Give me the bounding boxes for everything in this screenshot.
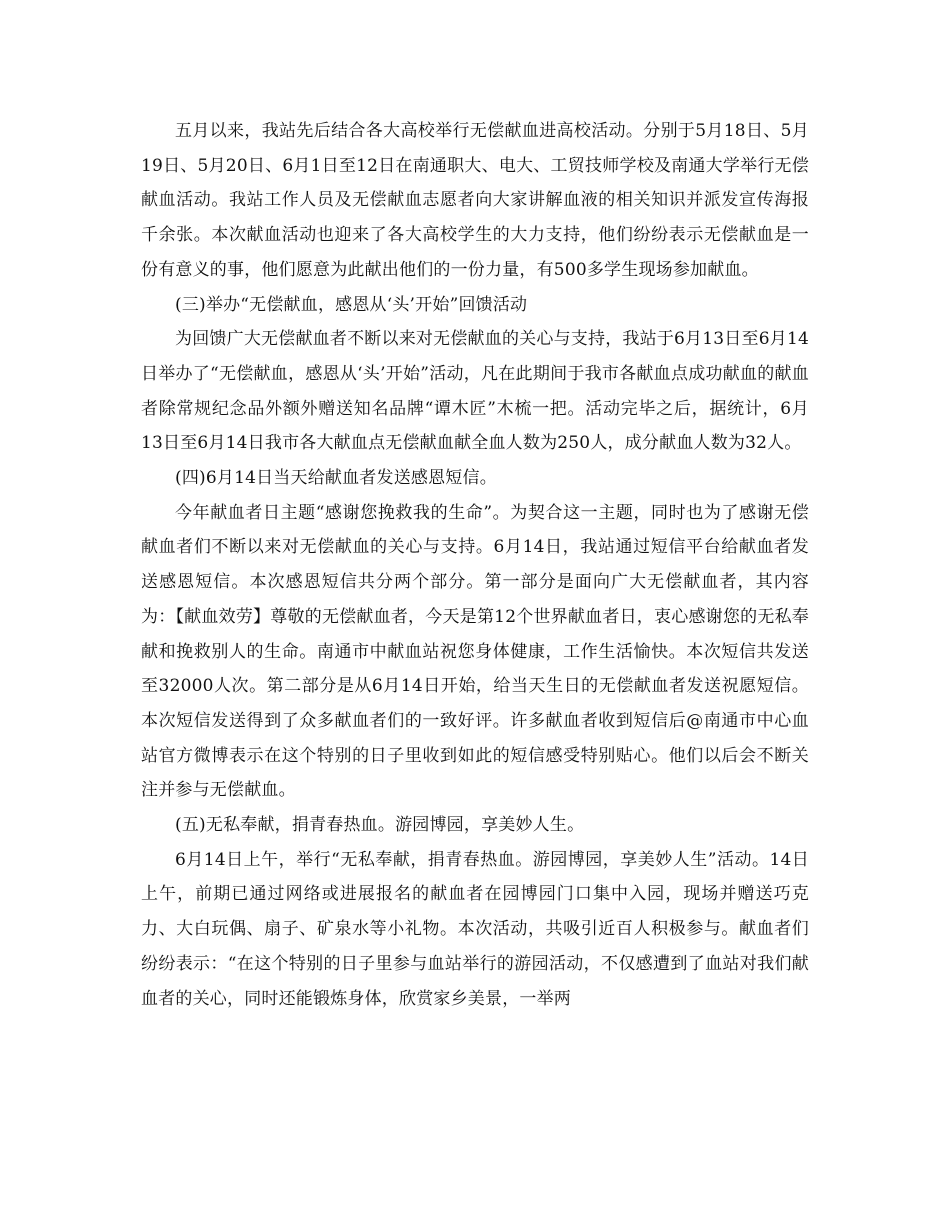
paragraph-sms-campaign: 今年献血者日主题“感谢您挽救我的生命”。为契合这一主题，同时也为了感谢无偿献血者们不断以来对无偿献血的关心与支持。6月14日，我站通过短信平台给献血者发送感恩短信。本次感恩短信共分两个部分。第一部分是面向广大无偿献血者，其内容为：【献血效劳】尊敬的无偿献血者，今天是第12个世界献血者日，衷心感谢您的无私奉献和挽救别人的生命。南通市中献血站祝您身体健康，工作生活愉快。本次短信共发送至32000人次。第二部分是从6月14日开始，给当天生日的无偿献血者发送祝愿短信。本次短信发送得到了众多献血者们的一致好评。许多献血者收到短信后@南通市中心血站官方微博表示在这个特别的日子里收到如此的短信感受特别贴心。他们以后会不断关注并参与无偿献血。 (141, 502, 809, 801)
document-body (141, 114, 809, 1016)
paragraph-gratitude-event: 为回馈广大无偿献血者不断以来对无偿献血的关心与支持，我站于6月13日至6月14日举办了“无偿献血，感恩从‘头’开始”活动，凡在此期间于我市各献血点成功献血的献血者除常规纪念品外额外赠送知名品牌“谭木匠”木梳一把。活动完毕之后，据统计，6月13日至6月14日我市各大献血点无偿献血献全血人数为250人，成分献血人数为32人。 (141, 329, 809, 454)
section-heading-3: (三)举办“无偿献血，感恩从‘头’开始”回馈活动 (175, 294, 528, 315)
section-heading-5: (五)无私奉献，捐青春热血。游园博园，享美妙人生。 (175, 815, 585, 836)
paragraph-garden-event: 6月14日上午，举行“无私奉献，捐青春热血。游园博园，享美妙人生”活动。14日上午，前期已通过网络或进展报名的献血者在园博园门口集中入园，现场并赠送巧克力、大白玩偶、扇子、矿泉水等小礼物。本次活动，共吸引近百人积极参与。献血者们纷纷表示：“在这个特别的日子里参与血站举行的游园活动，不仅感遭到了血站对我们献血者的关心，同时还能锻炼身体，欣赏家乡美景，一举两 (141, 849, 809, 1009)
paragraph-university-campaign: 五月以来，我站先后结合各大高校举行无偿献血进高校活动。分别于5月18日、5月19日、5月20日、6月1日至12日在南通职大、电大、工贸技师学校及南通大学举行无偿献血活动。我站工作人员及无偿献血志愿者向大家讲解血液的相关知识并派发宣传海报千余张。本次献血活动也迎来了各大高校学生的大力支持，他们纷纷表示无偿献血是一份有意义的事，他们愿意为此献出他们的一份力量，有500多学生现场参加献血。 (141, 121, 809, 280)
section-heading-4: (四)6月14日当天给献血者发送感恩短信。 (175, 468, 497, 489)
